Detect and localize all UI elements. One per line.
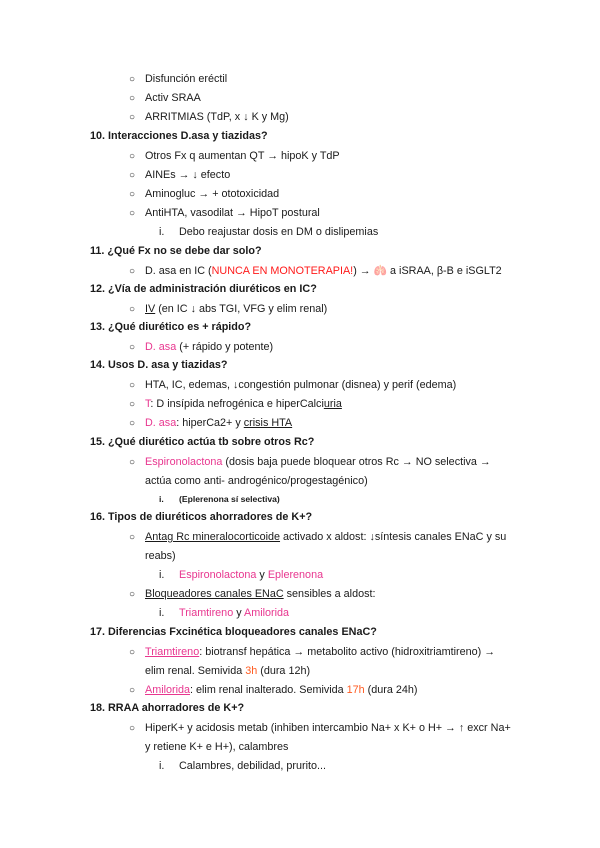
list-item: ○ Otros Fx q aumentan QT → hipoK y TdP [129, 150, 340, 162]
sub-list-item: i. Triamtireno y Amilorida [159, 607, 290, 619]
list-item: ○ D. asa (+ rápido y potente) [129, 341, 274, 353]
list-item: ○ Espironolactona (dosis baja puede bloquear otros Rc → NO selectiva → [129, 456, 491, 468]
list-item: ○ Amilorida: elim renal inalterado. Semivida 17h (dura 24h) [129, 684, 418, 696]
list-item: ○ AINEs → ↓ efecto [129, 169, 231, 181]
heading-11: 11. ¿Qué Fx no se debe dar solo? [90, 245, 262, 257]
bullet: ○ [129, 74, 136, 85]
bullet: ○ [129, 723, 136, 734]
bullet: ○ [129, 532, 136, 543]
bullet: ○ [129, 589, 136, 600]
sub-list-item: i. Debo reajustar dosis en DM o dislipemias [159, 226, 379, 238]
bullet: ○ [129, 151, 136, 162]
bullet: ○ [129, 304, 136, 315]
bullet: ○ [129, 685, 136, 696]
sub-list-item: i. Espironolactona y Eplerenona [159, 569, 324, 581]
list-item: ○ HiperK+ y acidosis metab (inhiben intercambio Na+ x K+ o H+ → ↑ excr Na+ [129, 722, 511, 734]
lungs-icon: 🫁 [373, 265, 388, 277]
bullet: ○ [129, 457, 136, 468]
bullet: ○ [129, 208, 136, 219]
heading-16: 16. Tipos de diuréticos ahorradores de K+? [90, 511, 313, 523]
sub-list-item: i. (Eplerenona sí selectiva) [159, 494, 280, 504]
list-item: ○ ARRITMIAS (TdP, x ↓ K y Mg) [129, 111, 289, 123]
bullet: ○ [129, 342, 136, 353]
list-item: ○ Bloqueadores canales ENaC sensibles a aldost: [129, 588, 376, 600]
bullet: ○ [129, 399, 136, 410]
list-item: ○ HTA, IC, edemas, ↓congestión pulmonar (disnea) y perif (edema) [129, 379, 457, 391]
bullet: ○ [129, 380, 136, 391]
list-item-continuation: reabs) [145, 550, 176, 562]
bullet: ○ [129, 189, 136, 200]
list-item-continuation: elim renal. Semivida 3h (dura 12h) [145, 665, 311, 677]
heading-14: 14. Usos D. asa y tiazidas? [90, 359, 228, 371]
heading-12: 12. ¿Vía de administración diuréticos en IC? [90, 283, 317, 295]
list-item-continuation: y retiene K+ e H+), calambres [145, 741, 289, 753]
heading-18: 18. RRAA ahorradores de K+? [90, 702, 245, 714]
warning-text: NUNCA EN MONOTERAPIA! [211, 265, 354, 277]
bullet: ○ [129, 112, 136, 123]
list-item: ○ Aminogluc → + ototoxicidad [129, 188, 280, 200]
bullet: ○ [129, 266, 136, 277]
bullet: ○ [129, 170, 136, 181]
heading-13: 13. ¿Qué diurético es + rápido? [90, 321, 252, 333]
list-item-continuation: actúa como anti- androgénico/progestagénico) [145, 475, 368, 487]
bullet: ○ [129, 93, 136, 104]
list-item: ○ AntiHTA, vasodilat → HipoT postural [129, 207, 320, 219]
bullet: ○ [129, 647, 136, 658]
sub-list-item: i. Calambres, debilidad, prurito... [159, 760, 327, 772]
list-item: ○ Disfunción eréctil [129, 73, 228, 85]
list-item: ○ IV (en IC ↓ abs TGI, VFG y elim renal) [129, 303, 328, 315]
bullet: ○ [129, 418, 136, 429]
list-item: ○ Antag Rc mineralocorticoide activado x aldost: ↓síntesis canales ENaC y su [129, 531, 507, 543]
heading-15: 15. ¿Qué diurético actúa tb sobre otros Rc? [90, 436, 315, 448]
list-item: ○ D. asa en IC (NUNCA EN MONOTERAPIA!) → 🫁 a iSRAA, β-B e iSGLT2 [129, 265, 502, 277]
list-item: ○ Activ SRAA [129, 92, 201, 104]
heading-17: 17. Diferencias Fxcinética bloqueadores canales ENaC? [90, 626, 377, 638]
list-item: ○ Triamtireno: biotransf hepática → metabolito activo (hidroxitriamtireno) → [129, 646, 496, 658]
heading-10: 10. Interacciones D.asa y tiazidas? [90, 130, 268, 142]
list-item: ○ D. asa: hiperCa2+ y crisis HTA [129, 417, 293, 429]
list-item: ○ T: D insípida nefrogénica e hiperCalciuria [129, 398, 342, 410]
